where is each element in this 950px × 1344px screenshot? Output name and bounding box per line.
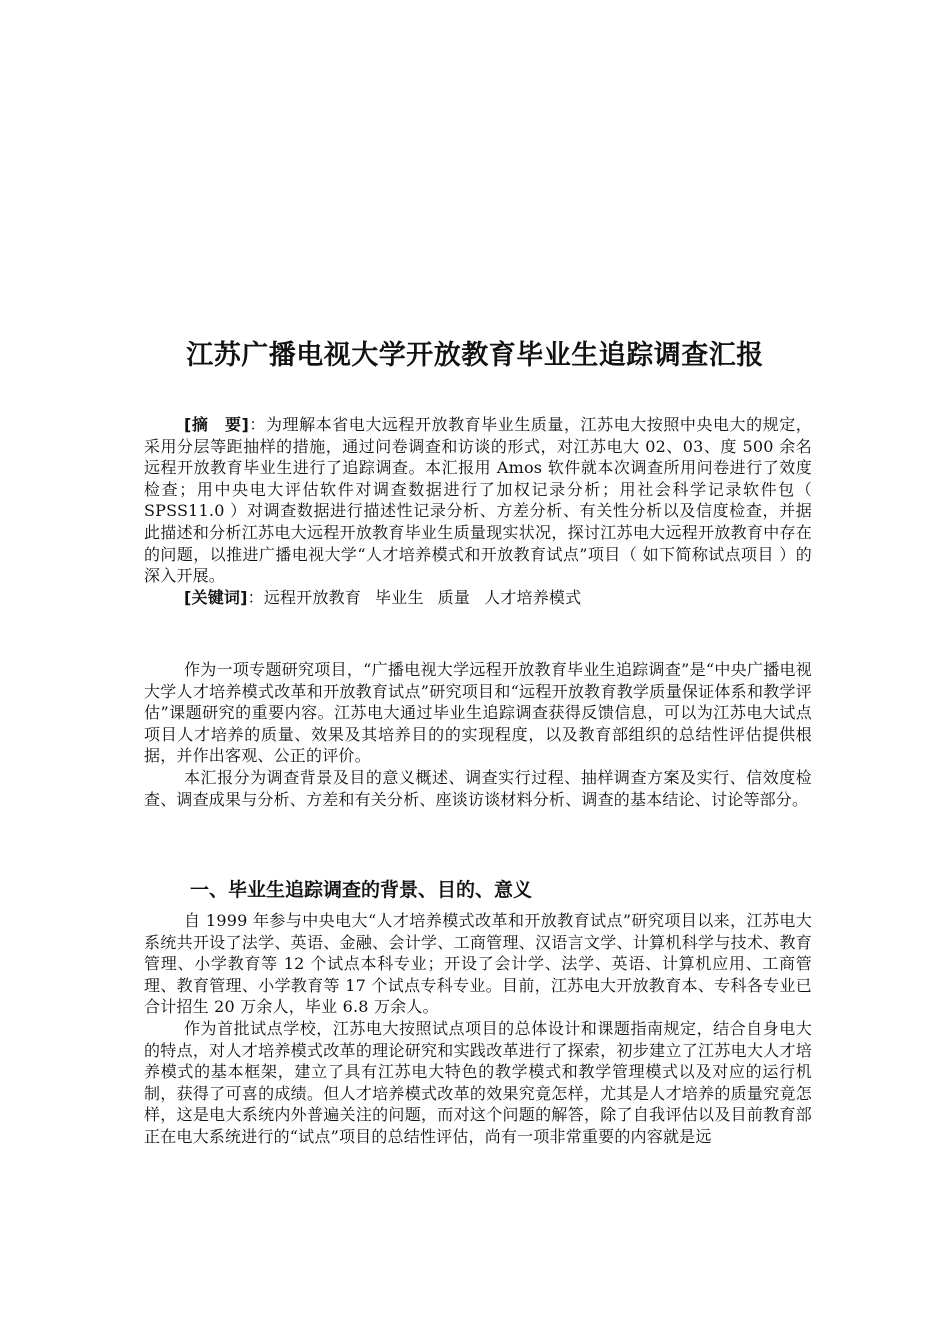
keyword-item: 远程开放教育 xyxy=(263,587,362,607)
intro-paragraph: 作为一项专题研究项目，“广播电视大学远程开放教育毕业生追踪调查”是“中央广播电视大学人才培养模式改革和开放教育试点”研究项目和“远程开放教育教学质量保证体系和教学评估”课题研究的重要内容。江苏电大通过毕业生追踪调查获得反馈信息，可以为江苏电大试点项目人才培养的质量、效果及其培养目的的实现程度，以及教育部组织的总结性评估提供根据，并作出客观、公正的评价。 xyxy=(144,660,812,766)
intro-paragraph: 本汇报分为调查背景及目的意义概述、调查实行过程、抽样调查方案及实行、信效度检查、调查成果与分析、方差和有关分析、座谈访谈材料分析、调查的基本结论、讨论等部分。 xyxy=(144,767,812,809)
abstract-text: ：为理解本省电大远程开放教育毕业生质量，江苏电大按照中央电大的规定，采用分层等距抽样的措施，通过问卷调查和访谈的形式，对江苏电大 02、03、度 500 余名远程开放教育毕业生进行了追踪调查。本汇报用 Amos 软件就本次调查所用问卷进行了效度检查；用中央电大评估软件对调查数据进行了加权记录分析；用社会科学记录软件包（ SPSS11.0 ）对调查数据进行描述性记录分析、方差分析、有关性分析以及信度检查，并据此描述和分析江苏电大远程开放教育毕业生质量现实状况，探讨江苏电大远程开放教育中存在的问题，以推进广播电视大学“人才培养模式和开放教育试点”项目（ 如下简称试点项目 ）的深入开展。 xyxy=(144,415,812,586)
section1-body xyxy=(144,910,812,1148)
keyword-item: 毕业生 xyxy=(375,587,424,607)
keyword-item: 质量 xyxy=(437,587,471,607)
keywords-colon: ： xyxy=(247,587,264,607)
keywords-label: [关键词] xyxy=(184,587,248,607)
abstract-paragraph xyxy=(144,414,812,587)
abstract-block xyxy=(144,414,812,608)
section-paragraph: 作为首批试点学校，江苏电大按照试点项目的总体设计和课题指南规定，结合自身电大的特点，对人才培养模式改革的理论研究和实践改革进行了探索，初步建立了江苏电大人才培养模式的基本框架，建立了具有江苏电大特色的教学模式和教学管理模式以及对应的运行机制，获得了可喜的成绩。但人才培养模式改革的效果究竟怎样，尤其是人才培养的质量究竟怎样，这是电大系统内外普遍关注的问题，而对这个问题的解答，除了自我评估以及目前教育部正在电大系统进行的“试点”项目的总结性评估，尚有一项非常重要的内容就是远 xyxy=(144,1018,812,1146)
section-heading: 一、毕业生追踪调查的背景、目的、意义 xyxy=(190,879,533,901)
intro-block xyxy=(144,659,812,810)
keyword-item: 人才培养模式 xyxy=(484,587,582,607)
document-title: 江苏广播电视大学开放教育毕业生追踪调查汇报 xyxy=(186,340,764,371)
section-paragraph: 自 1999 年参与中央电大“人才培养模式改革和开放教育试点”研究项目以来，江苏电大系统共开设了法学、英语、金融、会计学、工商管理、汉语言文学、计算机科学与技术、教育管理、小学教育等 12 个试点本科专业；开设了会计学、法学、英语、计算机应用、工商管理、教育管理、小学教育等 17 个试点专科专业。目前，江苏电大开放教育本、专科各专业已合计招生 20 万余人，毕业 6.8 万余人。 xyxy=(144,911,812,1017)
keywords-paragraph xyxy=(144,587,812,609)
abstract-label: [摘 要] xyxy=(184,415,250,434)
